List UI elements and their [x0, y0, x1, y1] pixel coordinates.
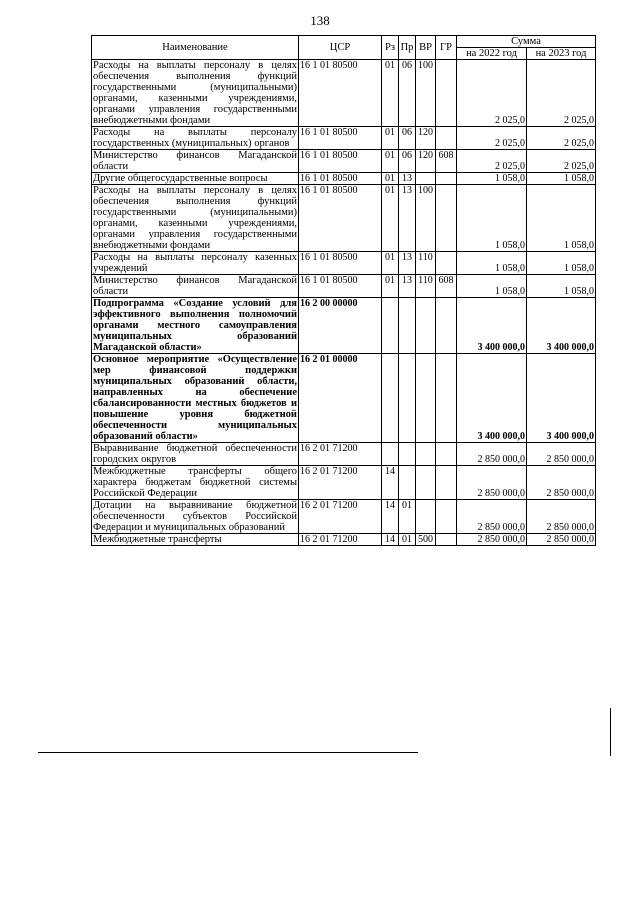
cell-vr: [416, 298, 436, 354]
table-row: [92, 252, 596, 275]
cell-y2023: 1 058,0: [527, 275, 596, 298]
cell-y2022: 2 025,0: [457, 127, 527, 150]
cell-name: Межбюджетные трансферты общего характера бюджетам бюджетной системы Российской Федерации: [93, 466, 297, 499]
cell-y2022: 2 850 000,0: [457, 466, 527, 500]
cell-pr: 13: [399, 185, 416, 252]
cell-pr: 13: [399, 275, 416, 298]
header-rz: Рз: [382, 36, 399, 60]
cell-rz: 01: [382, 60, 399, 127]
table-row: [92, 354, 596, 443]
cell-rz: 14: [382, 534, 399, 546]
cell-gr: [436, 500, 457, 534]
budget-table: [91, 35, 596, 546]
cell-rz: 14: [382, 466, 399, 500]
cell-y2022: 1 058,0: [457, 185, 527, 252]
cell-name: Расходы на выплаты персоналу казенных учреждений: [93, 252, 297, 274]
cell-vr: [416, 466, 436, 500]
cell-y2022: 1 058,0: [457, 275, 527, 298]
cell-gr: [436, 443, 457, 466]
cell-pr: 13: [399, 252, 416, 275]
cell-csr: 16 1 01 80500: [299, 275, 382, 298]
header-year-2023: на 2023 год: [527, 48, 596, 60]
cell-pr: [399, 354, 416, 443]
table-row: [92, 466, 596, 500]
cell-gr: 608: [436, 275, 457, 298]
cell-y2022: 2 850 000,0: [457, 500, 527, 534]
cell-y2023: 2 025,0: [527, 60, 596, 127]
footer-rule: [38, 752, 418, 753]
cell-vr: 100: [416, 185, 436, 252]
cell-rz: 01: [382, 150, 399, 173]
cell-rz: 01: [382, 185, 399, 252]
cell-csr: 16 1 01 80500: [299, 173, 382, 185]
table-row: [92, 60, 596, 127]
cell-name: Основное мероприятие «Осуществление мер финансовой поддержки муниципальных образований области, направленных на обеспечение сбалансированности местных бюджетов и повышение уровня бюджетной обеспеченности муниципальных образований области»: [93, 354, 297, 442]
table-row: [92, 275, 596, 298]
cell-csr: 16 1 01 80500: [299, 60, 382, 127]
cell-vr: [416, 354, 436, 443]
page-number: 138: [310, 13, 330, 28]
cell-name: Министерство финансов Магаданской области: [93, 150, 297, 172]
cell-y2022: 2 025,0: [457, 60, 527, 127]
cell-y2022: 1 058,0: [457, 173, 527, 185]
header-sum: Сумма: [457, 36, 596, 48]
cell-y2023: 2 025,0: [527, 150, 596, 173]
cell-rz: 01: [382, 275, 399, 298]
table-row: [92, 150, 596, 173]
cell-y2023: 2 850 000,0: [527, 466, 596, 500]
cell-csr: 16 1 01 80500: [299, 127, 382, 150]
cell-gr: [436, 354, 457, 443]
cell-vr: [416, 500, 436, 534]
header-gr: ГР: [436, 36, 457, 60]
cell-vr: 120: [416, 127, 436, 150]
cell-name: Другие общегосударственные вопросы: [92, 173, 299, 185]
cell-y2022: 1 058,0: [457, 252, 527, 275]
cell-rz: 01: [382, 127, 399, 150]
cell-pr: 06: [399, 60, 416, 127]
cell-y2022: 3 400 000,0: [457, 354, 527, 443]
cell-pr: [399, 443, 416, 466]
header-vr: ВР: [416, 36, 436, 60]
cell-rz: [382, 298, 399, 354]
cell-pr: 01: [399, 534, 416, 546]
header-csr: ЦСР: [299, 36, 382, 60]
cell-gr: [436, 127, 457, 150]
cell-y2023: 1 058,0: [527, 173, 596, 185]
cell-pr: 01: [399, 500, 416, 534]
table-body: [92, 60, 596, 546]
cell-gr: [436, 252, 457, 275]
cell-csr: 16 1 01 80500: [299, 252, 382, 275]
table-row: [92, 127, 596, 150]
cell-y2023: 2 025,0: [527, 127, 596, 150]
table-row: [92, 500, 596, 534]
table-row: [92, 443, 596, 466]
cell-csr: 16 2 00 00000: [299, 298, 382, 354]
table-row: [92, 185, 596, 252]
cell-name: Расходы на выплаты персоналу в целях обеспечения выполнения функций государственными (муниципальными) органами, казенными учреждениями, органами управления государственными внебюджетными фондами: [93, 60, 297, 126]
cell-vr: [416, 173, 436, 185]
cell-gr: [436, 60, 457, 127]
cell-pr: [399, 298, 416, 354]
cell-pr: 06: [399, 150, 416, 173]
cell-pr: [399, 466, 416, 500]
cell-y2022: 2 850 000,0: [457, 443, 527, 466]
cell-y2022: 2 850 000,0: [457, 534, 527, 546]
cell-y2023: 2 850 000,0: [527, 500, 596, 534]
cell-vr: [416, 443, 436, 466]
cell-gr: [436, 534, 457, 546]
cell-vr: 500: [416, 534, 436, 546]
cell-rz: [382, 354, 399, 443]
cell-rz: 01: [382, 173, 399, 185]
header-year-2022: на 2022 год: [457, 48, 527, 60]
cell-gr: [436, 173, 457, 185]
margin-rule: [610, 708, 611, 756]
cell-y2023: 1 058,0: [527, 252, 596, 275]
cell-vr: 110: [416, 275, 436, 298]
cell-vr: 110: [416, 252, 436, 275]
cell-y2022: 2 025,0: [457, 150, 527, 173]
cell-csr: 16 1 01 80500: [299, 185, 382, 252]
cell-rz: [382, 443, 399, 466]
cell-csr: 16 2 01 71200: [299, 534, 382, 546]
cell-y2023: 2 850 000,0: [527, 443, 596, 466]
cell-csr: 16 2 01 71200: [299, 466, 382, 500]
cell-rz: 14: [382, 500, 399, 534]
cell-csr: 16 2 01 71200: [299, 443, 382, 466]
cell-y2023: 2 850 000,0: [527, 534, 596, 546]
cell-gr: [436, 298, 457, 354]
cell-gr: [436, 466, 457, 500]
cell-y2022: 3 400 000,0: [457, 298, 527, 354]
cell-y2023: 3 400 000,0: [527, 298, 596, 354]
cell-csr: 16 1 01 80500: [299, 150, 382, 173]
table-row: [92, 298, 596, 354]
cell-name: Расходы на выплаты персоналу государственных (муниципальных) органов: [93, 127, 297, 149]
header-name: Наименование: [92, 36, 299, 60]
cell-gr: 608: [436, 150, 457, 173]
cell-csr: 16 2 01 71200: [299, 500, 382, 534]
table-row: [92, 173, 596, 185]
cell-vr: 100: [416, 60, 436, 127]
cell-name: Расходы на выплаты персоналу в целях обеспечения выполнения функций государственными (муниципальными) органами, казенными учреждениями, органами управления государственными внебюджетными фондами: [93, 185, 297, 251]
cell-y2023: 1 058,0: [527, 185, 596, 252]
cell-pr: 13: [399, 173, 416, 185]
header-pr: Пр: [399, 36, 416, 60]
cell-name: Министерство финансов Магаданской области: [93, 275, 297, 297]
table-row: [92, 534, 596, 546]
cell-pr: 06: [399, 127, 416, 150]
cell-gr: [436, 185, 457, 252]
cell-name: Выравнивание бюджетной обеспеченности городских округов: [93, 443, 297, 465]
cell-vr: 120: [416, 150, 436, 173]
cell-csr: 16 2 01 00000: [299, 354, 382, 443]
cell-name: Межбюджетные трансферты: [92, 534, 299, 546]
cell-y2023: 3 400 000,0: [527, 354, 596, 443]
cell-name: Дотации на выравнивание бюджетной обеспеченности субъектов Российской Федерации и муниципальных образований: [93, 500, 297, 533]
cell-name: Подпрограмма «Создание условий для эффективного выполнения полномочий органами местного самоуправления муниципальных образований Магаданской области»: [93, 298, 297, 353]
cell-rz: 01: [382, 252, 399, 275]
